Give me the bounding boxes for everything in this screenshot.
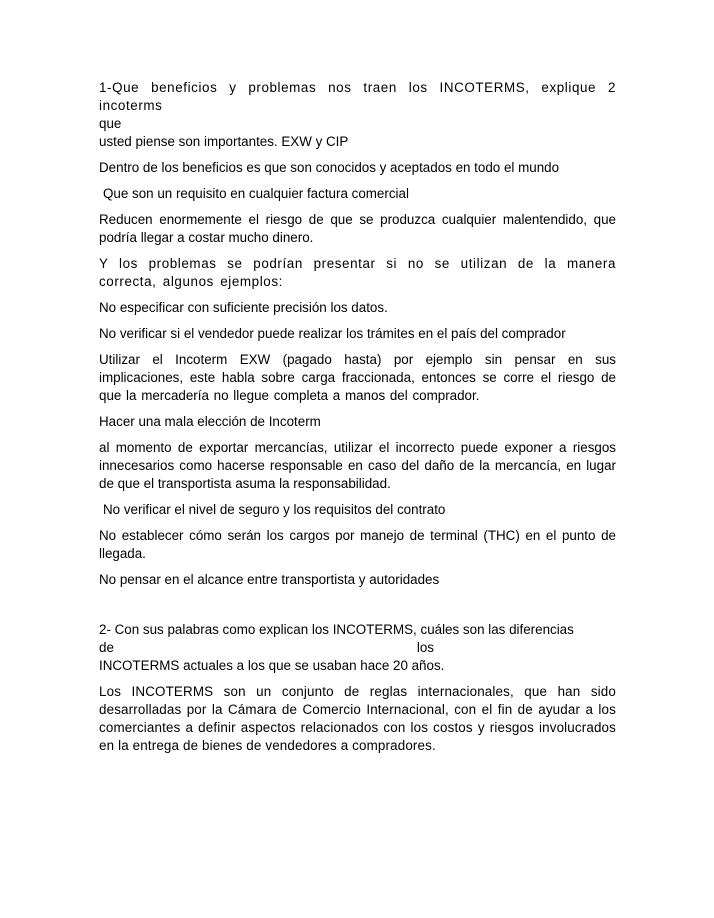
question-2-line-1: 2- Con sus palabras como explican los INCOTERMS, cuáles son las diferencias — [99, 622, 574, 637]
answer-1-paragraph-4: Y los problemas se podrían presentar si no se utilizan de la manera correcta, algunos ejemplos: — [99, 256, 616, 289]
answer-1-paragraph-1: Dentro de los beneficios es que son conocidos y aceptados en todo el mundo — [99, 160, 560, 175]
answer-2-paragraph-1: Los INCOTERMS son un conjunto de reglas internacionales, que han sido desarrolladas por la Cámara de Comercio Internacional, con el fin de ayudar a los comerciantes a definir aspectos relacionados con los costos y riesgos involucrados en la entrega de bienes de vendedores a compradores. — [99, 684, 616, 753]
answer-1-paragraph-2: Que son un requisito en cualquier factura comercial — [103, 186, 409, 201]
question-2 — [99, 621, 616, 675]
question-1-line-2: que — [99, 116, 122, 131]
answer-1-paragraph-10: No verificar el nivel de seguro y los requisitos del contrato — [103, 502, 446, 517]
answer-1-paragraph-11: No establecer cómo serán los cargos por manejo de terminal (THC) en el punto de llegada. — [99, 528, 616, 561]
question-2-line-2-start: de — [99, 640, 114, 655]
question-1-line-1: 1-Que beneficios y problemas nos traen los INCOTERMS, explique 2 incoterms — [99, 80, 616, 113]
answer-1-paragraph-3: Reducen enormemente el riesgo de que se produzca cualquier malentendido, que podría llegar a costar mucho dinero. — [99, 212, 616, 245]
answer-1-paragraph-5: No especificar con suficiente precisión los datos. — [99, 300, 388, 315]
answer-1-paragraph-8: Hacer una mala elección de Incoterm — [99, 414, 321, 429]
document-page — [99, 79, 616, 763]
question-1 — [99, 79, 616, 151]
question-2-line-3: INCOTERMS actuales a los que se usaban hace 20 años. — [99, 658, 445, 673]
question-2-line-2-end: los — [416, 640, 434, 655]
question-1-line-3: usted piense son importantes. EXW y CIP — [99, 134, 349, 149]
answer-1-paragraph-7: Utilizar el Incoterm EXW (pagado hasta) por ejemplo sin pensar en sus implicaciones, este habla sobre carga fraccionada, entonces se corre el riesgo de que la mercadería no llegue completa a manos del comprador. — [99, 352, 616, 403]
answer-1-paragraph-12: No pensar en el alcance entre transportista y autoridades — [99, 572, 440, 587]
section-spacer — [99, 597, 616, 621]
answer-1-paragraph-9: al momento de exportar mercancías, utilizar el incorrecto puede exponer a riesgos innecesarios como hacerse responsable en caso del daño de la mercancía, en lugar de que el transportista asuma la responsabilidad. — [99, 440, 616, 491]
question-2-line-2 — [99, 639, 434, 657]
answer-1-paragraph-6: No verificar si el vendedor puede realizar los trámites en el país del comprador — [99, 326, 566, 341]
